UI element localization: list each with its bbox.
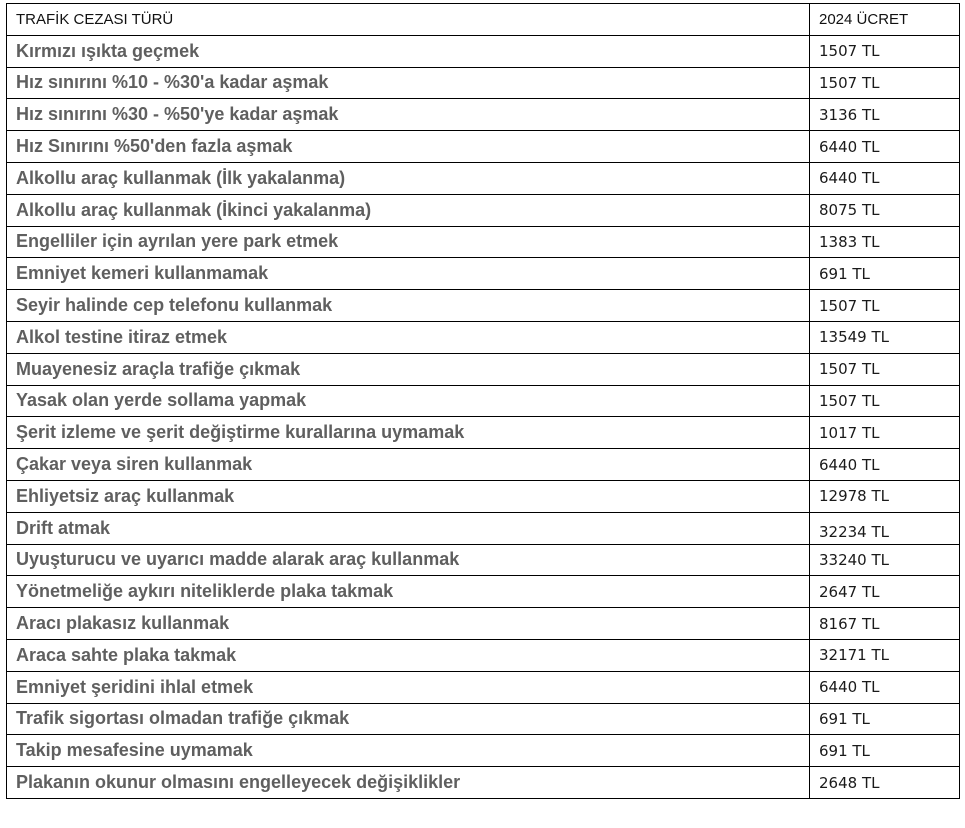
fee-cell: 6440 TL [810, 162, 960, 194]
fee-cell: 12978 TL [810, 480, 960, 512]
table-row [7, 162, 960, 194]
fine-type-cell: Plakanın okunur olmasını engelleyecek değişiklikler [7, 767, 810, 799]
table-row [7, 321, 960, 353]
table-row [7, 576, 960, 608]
table-row [7, 767, 960, 799]
fee-cell: 13549 TL [810, 321, 960, 353]
fee-cell: 3136 TL [810, 99, 960, 131]
table-row [7, 480, 960, 512]
table-row [7, 512, 960, 544]
table-header-row [7, 4, 960, 36]
fine-type-cell: Araca sahte plaka takmak [7, 639, 810, 671]
fine-type-cell: Kırmızı ışıkta geçmek [7, 35, 810, 67]
fine-type-cell: Emniyet kemeri kullanmamak [7, 258, 810, 290]
fee-cell: 691 TL [810, 735, 960, 767]
fee-cell: 2648 TL [810, 767, 960, 799]
table-row [7, 544, 960, 576]
fee-cell: 691 TL [810, 703, 960, 735]
fee-cell: 1017 TL [810, 417, 960, 449]
fine-type-cell: Yönetmeliğe aykırı niteliklerde plaka takmak [7, 576, 810, 608]
table-row [7, 258, 960, 290]
fee-cell: 1507 TL [810, 290, 960, 322]
table-row [7, 290, 960, 322]
fine-type-cell: Aracı plakasız kullanmak [7, 608, 810, 640]
table-row [7, 385, 960, 417]
fine-type-cell: Alkollu araç kullanmak (İlk yakalanma) [7, 162, 810, 194]
fine-type-cell: Trafik sigortası olmadan trafiğe çıkmak [7, 703, 810, 735]
table-row [7, 226, 960, 258]
fine-type-cell: Muayenesiz araçla trafiğe çıkmak [7, 353, 810, 385]
fee-cell: 1507 TL [810, 353, 960, 385]
table-row [7, 417, 960, 449]
fee-cell: 32171 TL [810, 639, 960, 671]
fine-type-cell: Takip mesafesine uymamak [7, 735, 810, 767]
table-row [7, 131, 960, 163]
header-fine-type: TRAFİK CEZASI TÜRÜ [7, 4, 810, 36]
table-row [7, 703, 960, 735]
fine-type-cell: Emniyet şeridini ihlal etmek [7, 671, 810, 703]
fee-cell: 6440 TL [810, 131, 960, 163]
fine-type-cell: Uyuşturucu ve uyarıcı madde alarak araç kullanmak [7, 544, 810, 576]
table-row [7, 671, 960, 703]
fine-type-cell: Hız sınırını %10 - %30'a kadar aşmak [7, 67, 810, 99]
table-row [7, 99, 960, 131]
table-row [7, 67, 960, 99]
fine-type-cell: Alkol testine itiraz etmek [7, 321, 810, 353]
fee-cell: 691 TL [810, 258, 960, 290]
fee-cell: 32234 TL [810, 512, 960, 544]
fine-type-cell: Şerit izleme ve şerit değiştirme kurallarına uymamak [7, 417, 810, 449]
fee-cell: 2647 TL [810, 576, 960, 608]
table-row [7, 194, 960, 226]
table-row [7, 353, 960, 385]
fine-type-cell: Hız sınırını %30 - %50'ye kadar aşmak [7, 99, 810, 131]
fine-type-cell: Yasak olan yerde sollama yapmak [7, 385, 810, 417]
fee-cell: 8167 TL [810, 608, 960, 640]
table-row [7, 735, 960, 767]
fee-cell: 1507 TL [810, 385, 960, 417]
fee-cell: 1507 TL [810, 35, 960, 67]
fine-type-cell: Ehliyetsiz araç kullanmak [7, 480, 810, 512]
table-row [7, 608, 960, 640]
fine-type-cell: Alkollu araç kullanmak (İkinci yakalanma) [7, 194, 810, 226]
fee-cell: 6440 TL [810, 449, 960, 481]
fine-type-cell: Engelliler için ayrılan yere park etmek [7, 226, 810, 258]
table-row [7, 639, 960, 671]
fee-cell: 6440 TL [810, 671, 960, 703]
fine-type-cell: Seyir halinde cep telefonu kullanmak [7, 290, 810, 322]
fee-cell: 1383 TL [810, 226, 960, 258]
fine-type-cell: Drift atmak [7, 512, 810, 544]
table-row [7, 449, 960, 481]
traffic-fines-table [6, 3, 960, 799]
table-row [7, 35, 960, 67]
fine-type-cell: Çakar veya siren kullanmak [7, 449, 810, 481]
header-fee-2024: 2024 ÜCRET [810, 4, 960, 36]
fee-cell: 1507 TL [810, 67, 960, 99]
fee-cell: 33240 TL [810, 544, 960, 576]
fee-cell: 8075 TL [810, 194, 960, 226]
fine-type-cell: Hız Sınırını %50'den fazla aşmak [7, 131, 810, 163]
